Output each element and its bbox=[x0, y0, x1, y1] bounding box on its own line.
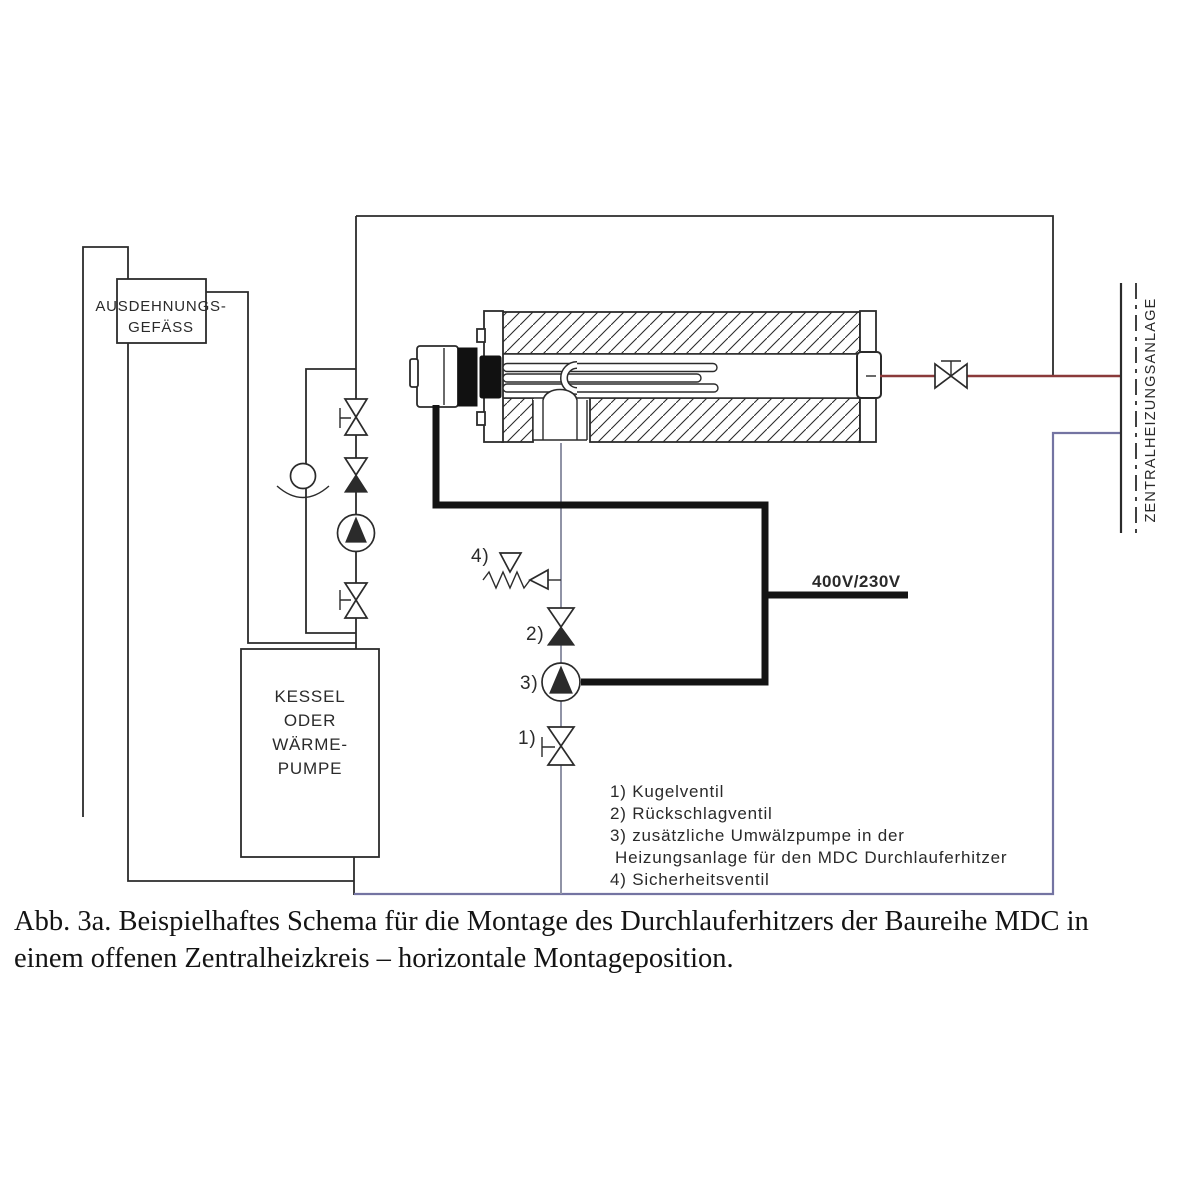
circulation-pump bbox=[520, 663, 580, 701]
safety-valve bbox=[471, 546, 561, 589]
boiler-label-4: PUMPE bbox=[277, 759, 343, 778]
boiler-ball-valve-top bbox=[340, 399, 367, 435]
electric-supply bbox=[436, 405, 908, 682]
legend-line-2: 2) Rückschlagventil bbox=[610, 804, 773, 823]
central-heating-label: ZENTRALHEIZUNGSANLAGE bbox=[1143, 297, 1159, 523]
bypass-pipe bbox=[306, 369, 356, 633]
vent-symbol bbox=[291, 464, 316, 489]
caption-line-1: Abb. 3a. Beispielhaftes Schema für die Montage des Durchlauferhitzers der Baureihe MDC in bbox=[14, 906, 1089, 937]
expansion-vessel-label-2: GEFÄSS bbox=[128, 319, 194, 336]
boiler-pump-symbol bbox=[338, 515, 375, 552]
heater-top-wall bbox=[502, 312, 860, 354]
figure-caption bbox=[14, 903, 1190, 977]
vessel-connect-pipe bbox=[206, 292, 356, 643]
flow-heater-assembly bbox=[410, 311, 881, 442]
central-heating-boundary bbox=[1121, 283, 1159, 533]
heater-bottom-wall-left bbox=[502, 398, 533, 442]
legend-line-5: 4) Sicherheitsventil bbox=[610, 870, 770, 889]
flange-tab-top bbox=[477, 329, 485, 342]
callout-1: 1) bbox=[518, 728, 537, 749]
voltage-label: 400V/230V bbox=[812, 572, 901, 591]
boiler-ball-valve-bottom bbox=[340, 583, 367, 618]
callout-3: 3) bbox=[520, 673, 539, 694]
boiler-label-2: ODER bbox=[283, 711, 337, 730]
boiler-check-valve bbox=[345, 458, 367, 492]
heating-element bbox=[503, 364, 718, 393]
boiler-label-3: WÄRME- bbox=[272, 735, 348, 754]
legend-line-4: Heizungsanlage für den MDC Durchlauferhitzer bbox=[615, 848, 1008, 867]
heater-bottom-wall-right bbox=[590, 398, 860, 442]
boiler-circuit bbox=[241, 216, 379, 895]
electric-cable bbox=[436, 405, 765, 682]
legend bbox=[610, 782, 1007, 889]
expansion-vessel-label-1: AUSDEHNUNGS- bbox=[95, 298, 227, 315]
legend-line-3: 3) zusätzliche Umwälzpumpe in der bbox=[610, 826, 905, 845]
check-valve bbox=[526, 608, 574, 645]
heater-outlet-fitting bbox=[857, 352, 881, 398]
flange-tab-bottom bbox=[477, 412, 485, 425]
callout-2: 2) bbox=[526, 624, 545, 645]
legend-line-1: 1) Kugelventil bbox=[610, 782, 725, 801]
ball-valve bbox=[518, 727, 574, 765]
boiler-label-1: KESSEL bbox=[274, 687, 346, 706]
caption-line-2: einem offenen Zentralheizkreis – horizontale Montageposition. bbox=[14, 943, 734, 974]
callout-4: 4) bbox=[471, 546, 490, 567]
supply-shutoff-valve bbox=[935, 361, 967, 388]
